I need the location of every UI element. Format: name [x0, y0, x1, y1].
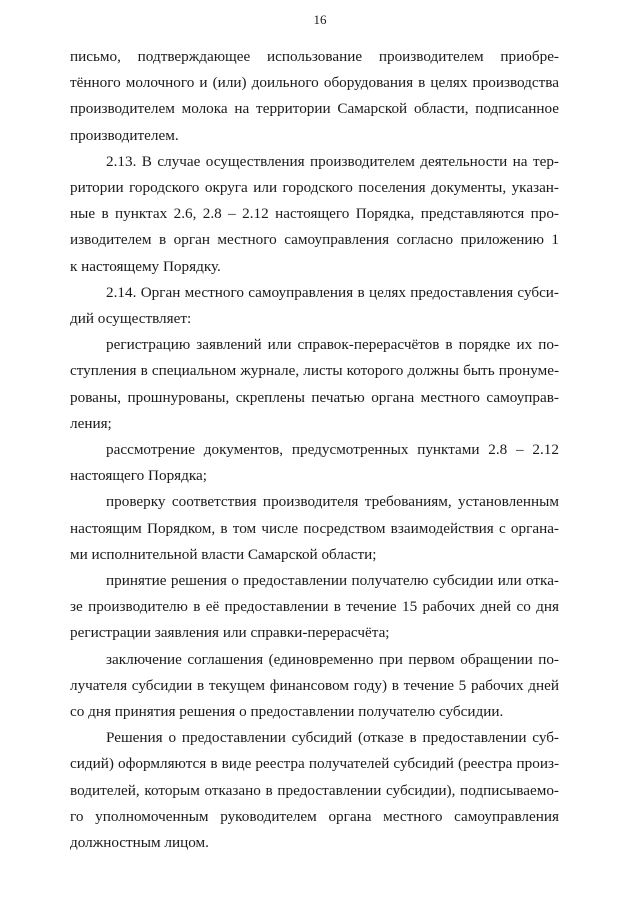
text-line: со дня принятия решения о предоставлении получателю субсидии.: [70, 703, 504, 721]
text-line: лучателя субсидии в текущем финансовом году) в течение 5 рабочих дней: [70, 676, 559, 694]
paragraph: [70, 568, 559, 647]
text-line: зе производителю в её предоставлении в течение 15 рабочих дней со дня: [70, 598, 559, 616]
text-line: ступления в специальном журнале, листы которого должны быть пронуме-: [70, 362, 559, 380]
text-line: настоящим Порядком, в том числе посредством взаимодействия с органа-: [70, 519, 559, 537]
paragraph: [70, 332, 559, 437]
paragraph: [70, 44, 559, 149]
text-line: ми исполнительной власти Самарской области;: [70, 545, 377, 563]
text-line: дий осуществляет:: [70, 310, 192, 328]
text-line: водителей, которым отказано в предоставлении субсидии), подписываемо-: [70, 781, 559, 799]
text-line: заключение соглашения (единовременно при первом обращении по-: [106, 650, 559, 668]
text-line: настоящего Порядка;: [70, 467, 207, 485]
paragraph: [70, 280, 559, 332]
text-line: принятие решения о предоставлении получателю субсидии или отка-: [106, 572, 559, 590]
document-body: [70, 44, 559, 856]
text-line: изводителем в орган местного самоуправления согласно приложению 1: [70, 231, 559, 249]
text-line: тённого молочного и (или) доильного оборудования в целях производства: [70, 74, 559, 92]
text-line: производителем молока на территории Самарской области, подписанное: [70, 100, 559, 118]
paragraph: [70, 647, 559, 726]
text-line: Решения о предоставлении субсидий (отказе в предоставлении суб-: [106, 729, 559, 747]
text-line: к настоящему Порядку.: [70, 257, 221, 275]
text-line: ления;: [70, 414, 112, 432]
text-line: проверку соответствия производителя требованиям, установленным: [106, 493, 559, 511]
text-line: го уполномоченным руководителем органа местного самоуправления: [70, 807, 559, 825]
paragraph: [70, 149, 559, 280]
text-line: 2.14. Орган местного самоуправления в целях предоставления субси-: [106, 283, 559, 301]
text-line: должностным лицом.: [70, 834, 209, 852]
page-number: 16: [313, 12, 327, 27]
text-line: регистрацию заявлений или справок-перерасчётов в порядке их по-: [106, 336, 559, 354]
text-line: сидий) оформляются в виде реестра получателей субсидий (реестра произ-: [70, 755, 559, 773]
paragraph: [70, 437, 559, 489]
text-line: ритории городского округа или городского поселения документы, указан-: [70, 179, 559, 197]
text-line: производителем.: [70, 126, 179, 144]
paragraph: [70, 489, 559, 568]
text-line: письмо, подтверждающее использование производителем приобре-: [70, 48, 559, 65]
text-line: ные в пунктах 2.6, 2.8 – 2.12 настоящего Порядка, представляются про-: [70, 205, 559, 223]
text-line: рованы, прошнурованы, скреплены печатью органа местного самоуправ-: [70, 388, 559, 406]
text-line: рассмотрение документов, предусмотренных пунктами 2.8 – 2.12: [106, 441, 559, 459]
paragraph: [70, 725, 559, 856]
text-line: регистрации заявления или справки-перерасчёта;: [70, 624, 390, 642]
text-line: 2.13. В случае осуществления производителем деятельности на тер-: [106, 152, 559, 170]
